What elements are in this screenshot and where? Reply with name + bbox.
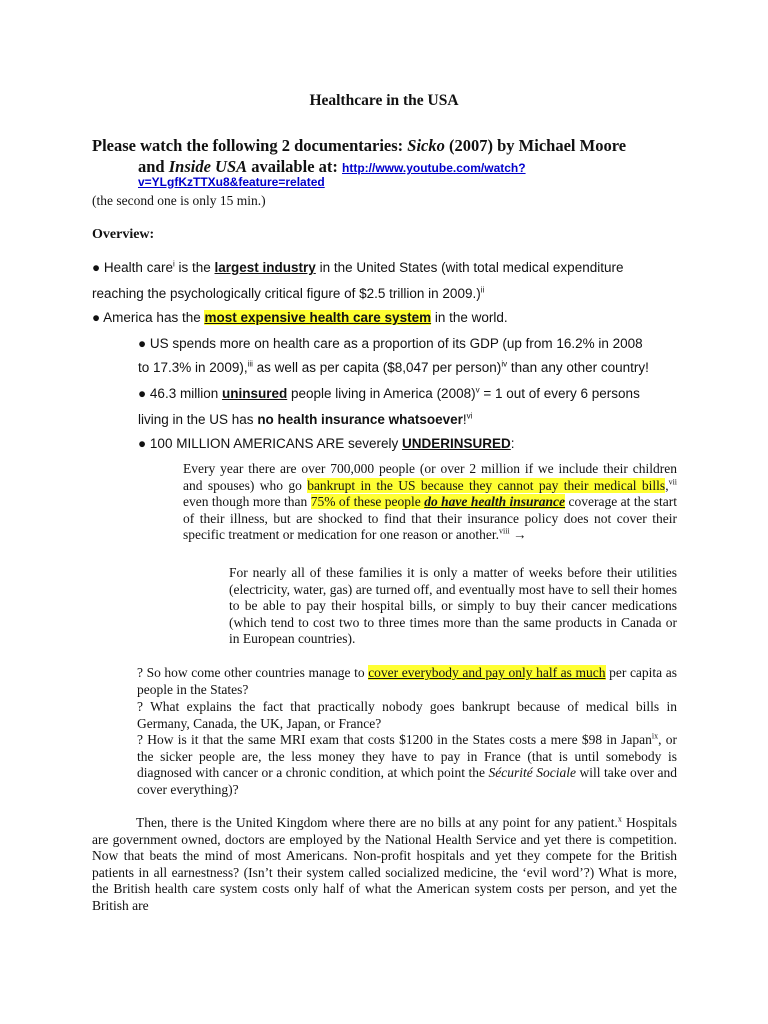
text: Then, there is the United Kingdom where there are no bills at any point for any patient. — [136, 815, 618, 830]
sub-bullet-gdp — [138, 331, 676, 357]
intro-line-1 — [92, 136, 626, 156]
footnote-ref: vii — [668, 477, 678, 486]
italic-text: Sécurité Sociale — [488, 765, 577, 780]
text: : — [510, 436, 515, 451]
intro-text: (2007) by Michael Moore — [444, 136, 627, 155]
footnote-ref: i — [172, 259, 175, 269]
bold-text: uninsured — [221, 386, 288, 401]
text: ? So how come other countries manage to — [137, 665, 369, 680]
doc1-title: Sicko — [407, 136, 445, 155]
intro-line-2 — [138, 157, 526, 177]
text: ? How is it that the same MRI exam that costs $1200 in the States costs a mere $98 in Japan — [137, 732, 652, 747]
question-1 — [137, 665, 677, 698]
bullet-icon: ● — [92, 260, 101, 275]
text: per capita as people in the States? — [137, 665, 678, 697]
text: in the world. — [431, 310, 508, 325]
text: ! — [462, 412, 467, 427]
footnote-ref: vi — [466, 411, 473, 421]
sub-bullet-underinsured — [138, 431, 676, 457]
footnote-ref: viii — [499, 526, 510, 536]
youtube-link-continued[interactable]: v=YLgfKzTTXu8&feature=related — [138, 175, 325, 189]
bullet-icon: ● — [92, 310, 101, 325]
sub-bullet-uninsured-cont — [138, 407, 676, 433]
footnote-ref: ii — [480, 285, 485, 295]
footnote-ref: v — [475, 385, 480, 395]
quote-bankrupt — [183, 461, 677, 544]
question-2: ? What explains the fact that practically nobody goes bankrupt because of medical bills in Germany, Canada, the UK, Japan, or France? — [137, 699, 677, 731]
text: is the — [174, 260, 215, 275]
quote-families: For nearly all of these families it is only a matter of weeks before their utilities (electricity, water, gas) are turned off, and eventually most have to sell their homes to be able to pay their hospital bills, or simply to buy their cancer medications (which tend to cost two to three times more than the same products in Canada or in European countries). — [229, 565, 677, 646]
text: coverage at the start of their illness, but are shocked to find that their insurance policy does not cover their specific treatment or medication for one reason or another. — [183, 494, 677, 542]
bullet-icon: ● — [138, 336, 147, 351]
sub-bullet-uninsured — [138, 381, 676, 407]
text: Health care — [103, 260, 173, 275]
text: will take over and cover everything)? — [137, 765, 677, 797]
highlight-text: do have health insurance — [424, 494, 566, 509]
text: Every year there are over 700,000 people (or over 2 million if we include their children and spouses) who go — [183, 461, 677, 493]
bullet-largest-industry — [92, 255, 676, 281]
bullet-icon: ● — [138, 386, 147, 401]
text: reaching the psychologically critical figure of $2.5 trillion in 2009.) — [92, 286, 481, 301]
bold-text: UNDERINSURED — [402, 436, 511, 451]
text: in the United States (with total medical expenditure — [315, 260, 624, 275]
text: US spends more on health care as a proportion of its GDP (up from 16.2% in 2008 — [149, 336, 643, 351]
footnote-ref: iv — [501, 359, 508, 369]
intro-text: and — [138, 157, 169, 176]
bold-text: no health insurance whatsoever — [257, 412, 463, 427]
bullet-icon: ● — [138, 436, 147, 451]
text: even though more than — [183, 494, 311, 509]
intro-line-3 — [138, 175, 325, 190]
sub-bullet-gdp-cont — [138, 355, 676, 381]
footnote-ref: iii — [247, 359, 253, 369]
note: (the second one is only 15 min.) — [92, 193, 266, 208]
highlight-text: 75% of these people — [310, 494, 425, 509]
paragraph-uk — [92, 815, 677, 914]
footnote-ref: x — [617, 814, 622, 824]
highlight-text: cover everybody and pay only half as much — [368, 665, 606, 680]
page-title: Healthcare in the USA — [309, 92, 459, 109]
text: to 17.3% in 2009), — [138, 360, 248, 375]
text: , — [665, 477, 669, 493]
text: 46.3 million — [149, 386, 222, 401]
bold-text: largest industry — [214, 260, 316, 275]
youtube-link[interactable]: http://www.youtube.com/watch? — [342, 161, 526, 175]
arrow-icon: → — [509, 527, 527, 542]
footnote-ref: ix — [651, 731, 659, 741]
highlight-text: most expensive health care system — [204, 310, 432, 325]
question-3 — [137, 732, 677, 798]
text: , or the sicker people are, the less money they have to pay in France (that is until somebody is diagnosed with cancer or a chronic condition, at which point the — [137, 732, 678, 780]
text: Hospitals are government owned, doctors are employed by the National Health Service and yet there is competition. Now that beats the mind of most Americans. Non-profit hospitals and yet they compete for the British patients in all earnestness? (Isn’t their system called socialized medicine, the ‘evil word’?) What is more, the British health care system costs only half of what the American system costs per person, and yet the British are — [92, 815, 677, 913]
text: people living in America (2008) — [287, 386, 476, 401]
text: living in the US has — [138, 412, 258, 427]
bullet-largest-industry-cont — [92, 281, 676, 307]
intro-text: available at: — [247, 157, 343, 176]
text: America has the — [103, 310, 205, 325]
text: 100 MILLION AMERICANS ARE severely — [149, 436, 403, 451]
overview-heading: Overview: — [92, 227, 155, 242]
doc2-title: Inside USA — [168, 157, 248, 176]
bullet-most-expensive — [92, 305, 676, 331]
text: as well as per capita ($8,047 per person) — [252, 360, 502, 375]
intro-text: Please watch the following 2 documentaries: — [92, 136, 408, 155]
text: = 1 out of every 6 persons — [479, 386, 640, 401]
highlight-text: bankrupt in the US because they cannot pay their medical bills — [307, 477, 666, 493]
text: than any other country! — [507, 360, 649, 375]
